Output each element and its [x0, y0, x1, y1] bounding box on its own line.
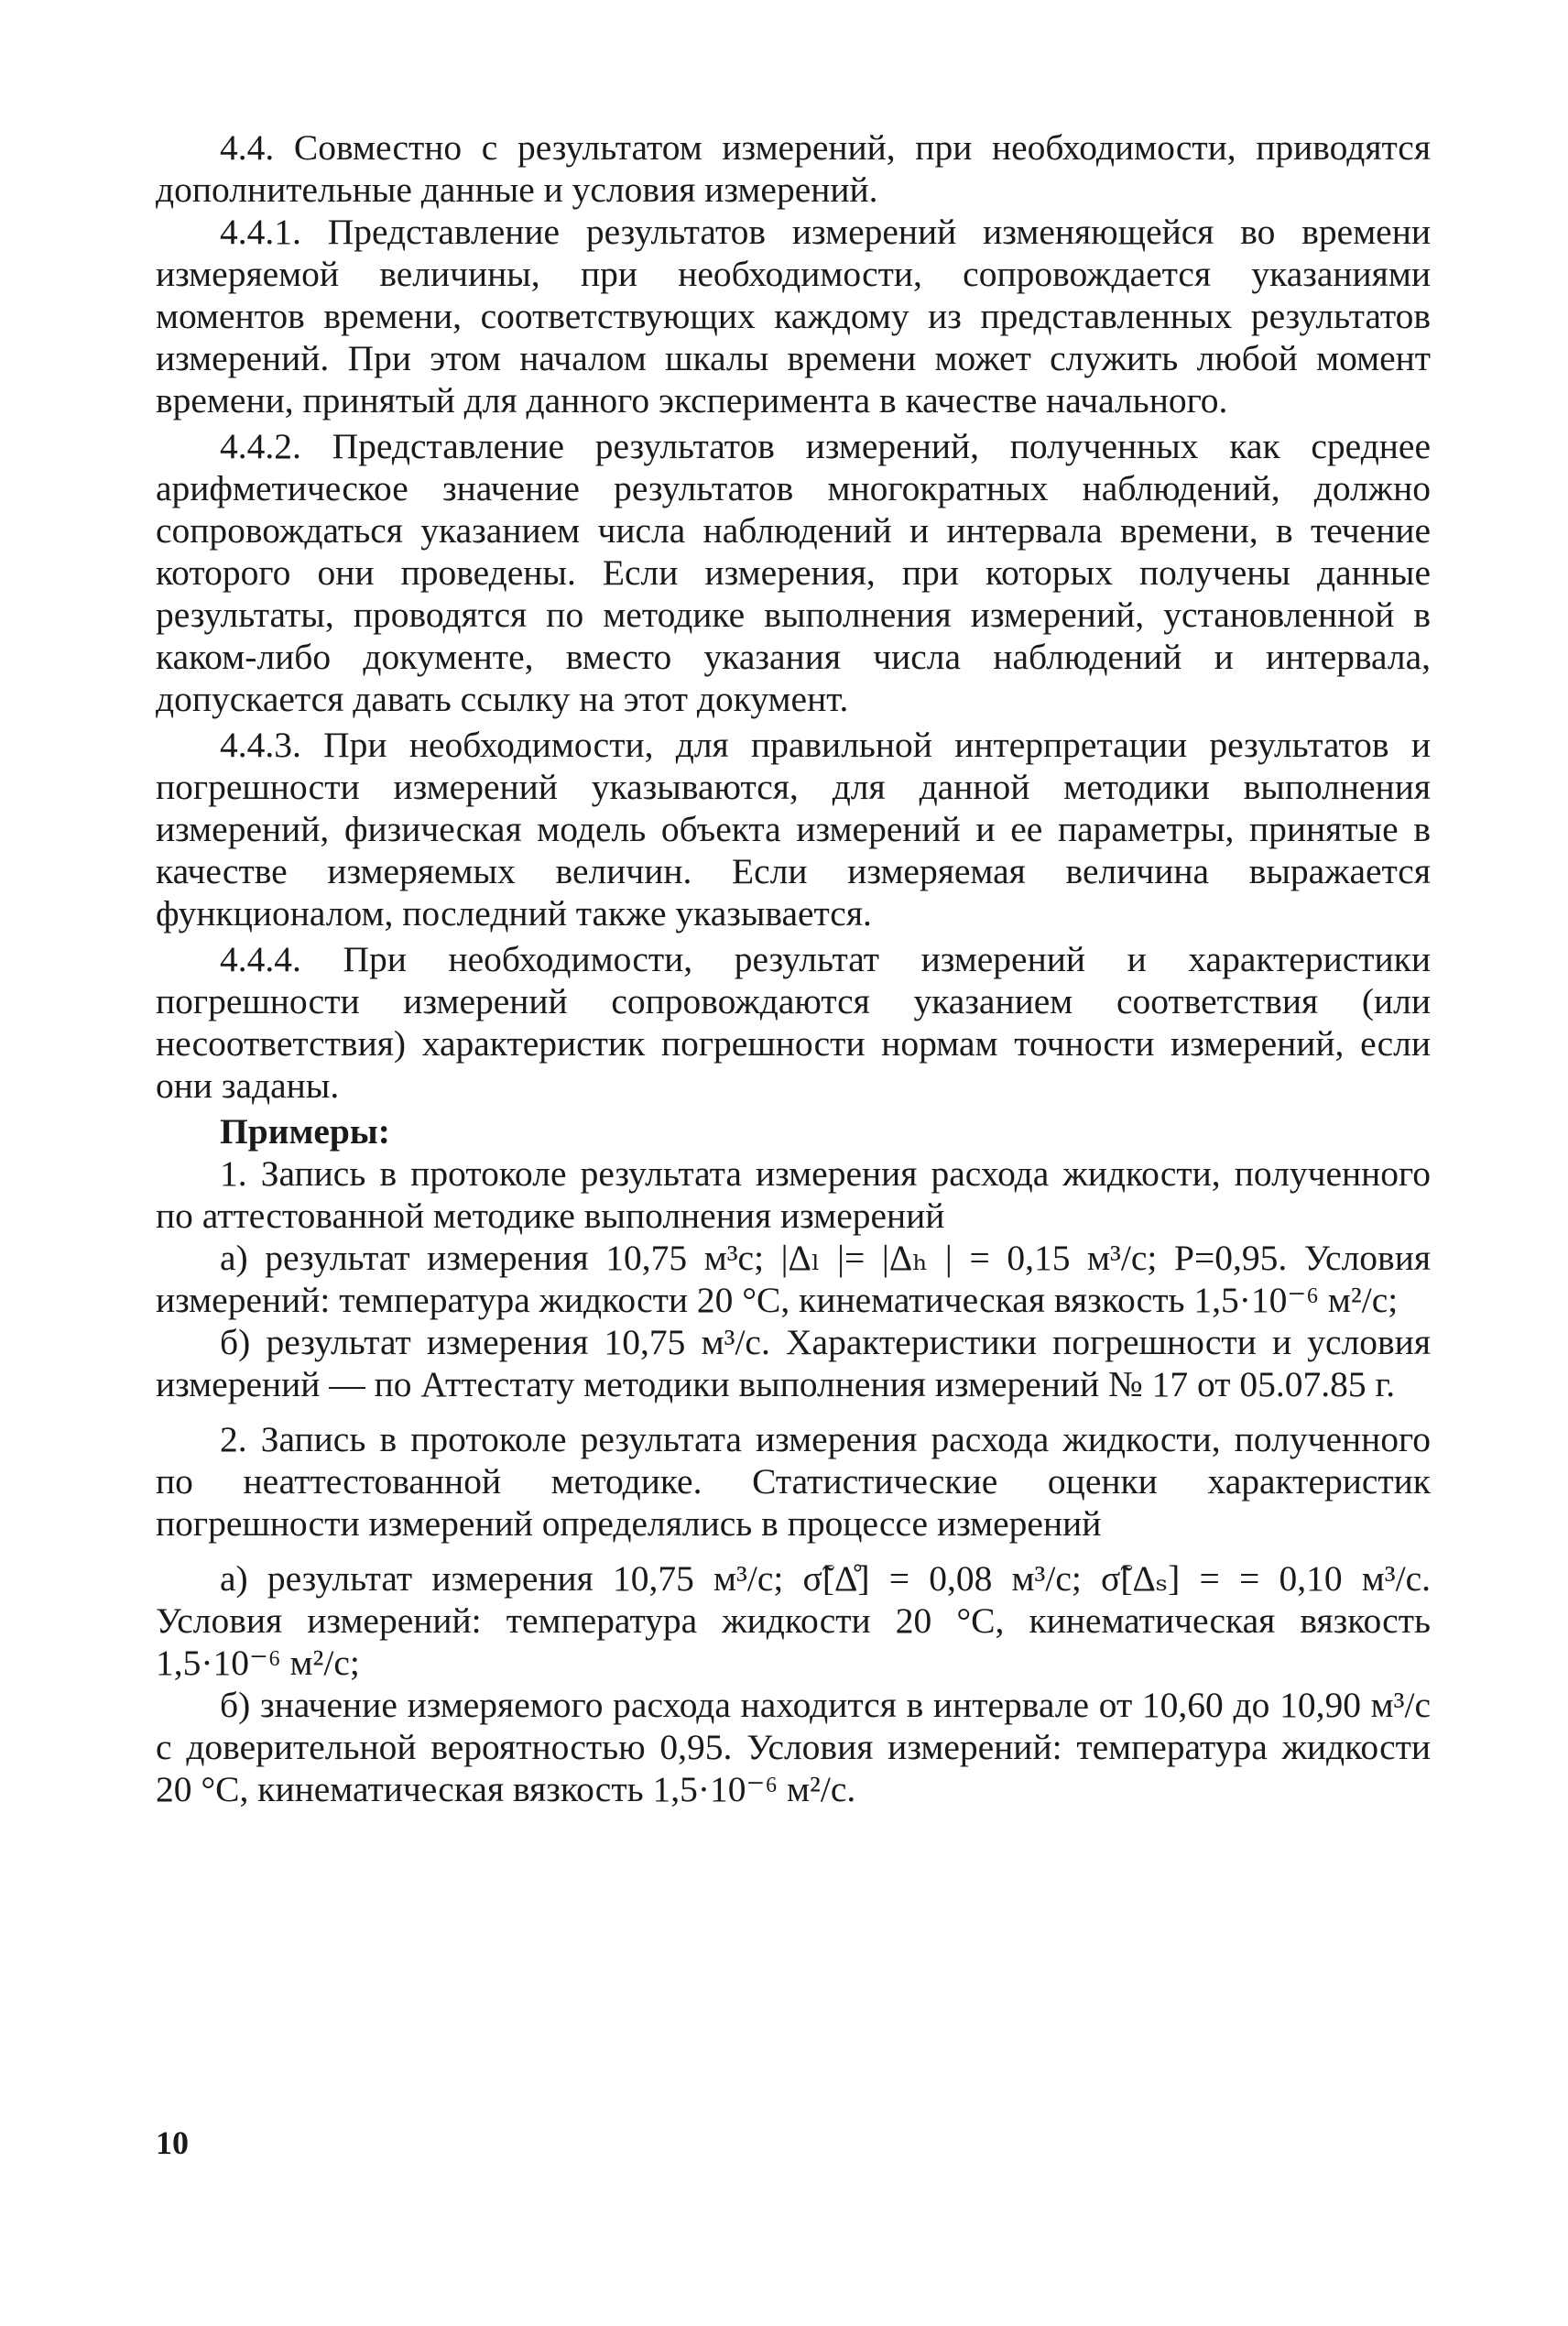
- example-1-item-a: а) результат измерения 10,75 м³с; |Δₗ |= |Δₕ | = 0,15 м³/с; P=0,95. Условия измерений: температура жидкости 20 °С, кинематическая вязкость 1,5·10⁻⁶ м²/с;: [156, 1238, 1431, 1320]
- example-1-intro: 1. Запись в протоколе результата измерения расхода жидкости, полученного по аттестованной методике выполнения измерений: [156, 1153, 1431, 1236]
- paragraph-4-4: 4.4. Совместно с результатом измерений, при необходимости, приводятся дополнительные данные и условия измерений.: [156, 127, 1431, 210]
- paragraph-4-4-4: 4.4.4. При необходимости, результат измерений и характеристики погрешности измерений сопровождаются указанием соответствия (или несоответствия) характеристик погрешности нормам точности измерений, если они заданы.: [156, 939, 1431, 1106]
- paragraph-4-4-3: 4.4.3. При необходимости, для правильной интерпретации результатов и погрешности измерений указываются, для данной методики выполнения измерений, физическая модель объекта измерений и ее параметры, принятые в качестве измеряемых величин. Если измеряемая величина выражается функционалом, последний также указывается.: [156, 725, 1431, 934]
- paragraph-4-4-1: 4.4.1. Представление результатов измерений изменяющейся во времени измеряемой величины, при необходимости, сопровождается указаниями моментов времени, соответствующих каждому из представленных результатов измерений. При этом началом шкалы времени может служить любой момент времени, принятый для данного эксперимента в качестве начального.: [156, 212, 1431, 420]
- example-1-item-b: б) результат измерения 10,75 м³/с. Характеристики погрешности и условия измерений — по Аттестату методики выполнения измерений № 17 от 05.07.85 г.: [156, 1322, 1431, 1404]
- document-page: [156, 126, 1431, 1810]
- examples-heading: Примеры:: [220, 1111, 390, 1152]
- page-number: 10: [156, 2124, 189, 2161]
- paragraph-4-4-2: 4.4.2. Представление результатов измерений, полученных как среднее арифметическое значение результатов многократных наблюдений, должно сопровождаться указанием числа наблюдений и интервала времени, в течение которого они проведены. Если измерения, при которых получены данные результаты, проводятся по методике выполнения измерений, установленной в каком-либо документе, вместо указания числа наблюдений и интервала, допускается давать ссылку на этот документ.: [156, 426, 1431, 719]
- example-2-intro: 2. Запись в протоколе результата измерения расхода жидкости, полученного по неаттестованной методике. Статистические оценки характеристик погрешности измерений определялись в процессе измерений: [156, 1419, 1431, 1544]
- example-2-item-a: а) результат измерения 10,75 м³/с; σ̃[Δ̊] = 0,08 м³/с; σ̃[Δₛ] = = 0,10 м³/с. Условия измерений: температура жидкости 20 °С, кинематическая вязкость 1,5·10⁻⁶ м²/с;: [156, 1558, 1431, 1683]
- example-2-item-b: б) значение измеряемого расхода находится в интервале от 10,60 до 10,90 м³/с с доверительной вероятностью 0,95. Условия измерений: температура жидкости 20 °С, кинематическая вязкость 1,5·10⁻⁶ м²/с.: [156, 1685, 1431, 1809]
